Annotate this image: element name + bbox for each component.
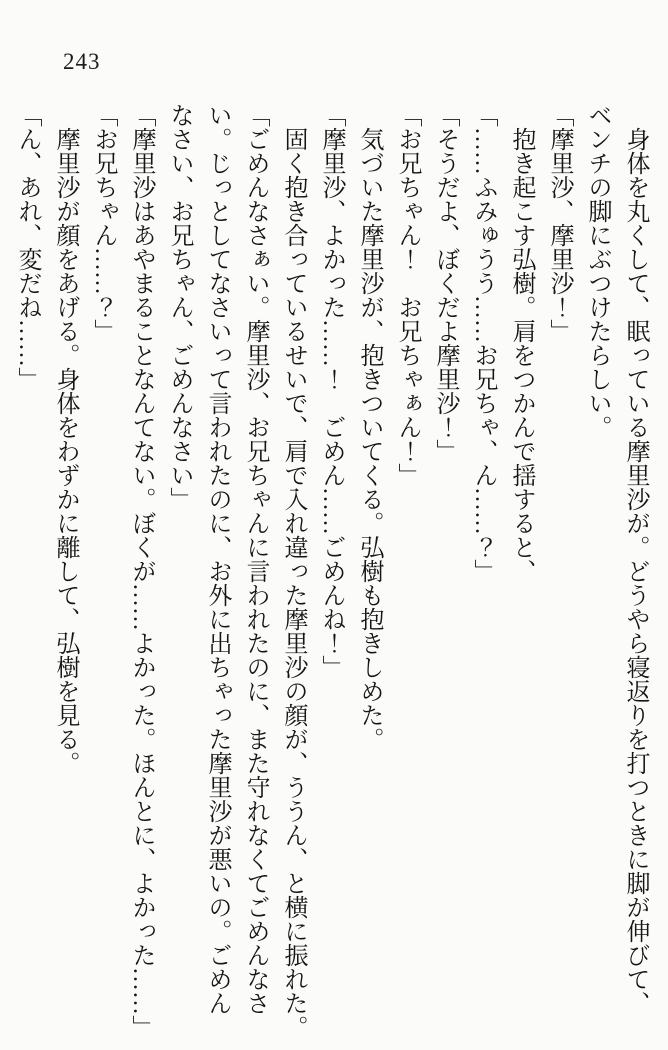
- text-line: なさい、お兄ちゃん、ごめんなさい」: [166, 103, 192, 511]
- text-line: 抱き起こす弘樹。肩をつかんで揺すると、: [508, 127, 534, 583]
- text-line: 「摩里沙はあやまることなんてない。ぼくが……よかった。ほんとに、よかった……」: [128, 103, 154, 1039]
- text-line: 気づいた摩里沙が、抱きついてくる。弘樹も抱きしめた。: [356, 127, 382, 751]
- text-line: 「お兄ちゃん……？」: [90, 103, 116, 343]
- text-line: 「ごめんなさぁい。摩里沙、お兄ちゃんに言われたのに、また守れなくてごめんなさ: [242, 103, 268, 1015]
- text-line: 固く抱き合っているせいで、肩で入れ違った摩里沙の顔が、ううん、と横に振れた。: [280, 127, 306, 1039]
- text-line: 身体を丸くして、眠っている摩里沙が。どうやら寝返りを打つときに脚が伸びて、: [622, 127, 648, 1015]
- page-number: 243: [63, 49, 101, 74]
- text-line: ベンチの脚にぶつけたらしい。: [584, 103, 610, 439]
- text-line: 「摩里沙、よかった……！ ごめん……ごめんね！」: [318, 103, 344, 679]
- text-line: 「……ふみゅうう……お兄ちゃ、ん……？」: [470, 103, 496, 583]
- text-line: い。じっとしてなさいって言われたのに、お外に出ちゃった摩里沙が悪いの。ごめん: [204, 103, 230, 1015]
- text-line: 「摩里沙、摩里沙！」: [546, 103, 572, 343]
- text-line: 摩里沙が顔をあげる。身体をわずかに離して、弘樹を見る。: [52, 127, 78, 775]
- text-line: 「ん、あれ、変だね……」: [14, 103, 40, 391]
- text-line: 「そうだよ、ぼくだよ摩里沙！」: [432, 103, 458, 463]
- vertical-text-block: [8, 103, 654, 1043]
- text-line: 「お兄ちゃん！ お兄ちゃぁん！」: [394, 103, 420, 487]
